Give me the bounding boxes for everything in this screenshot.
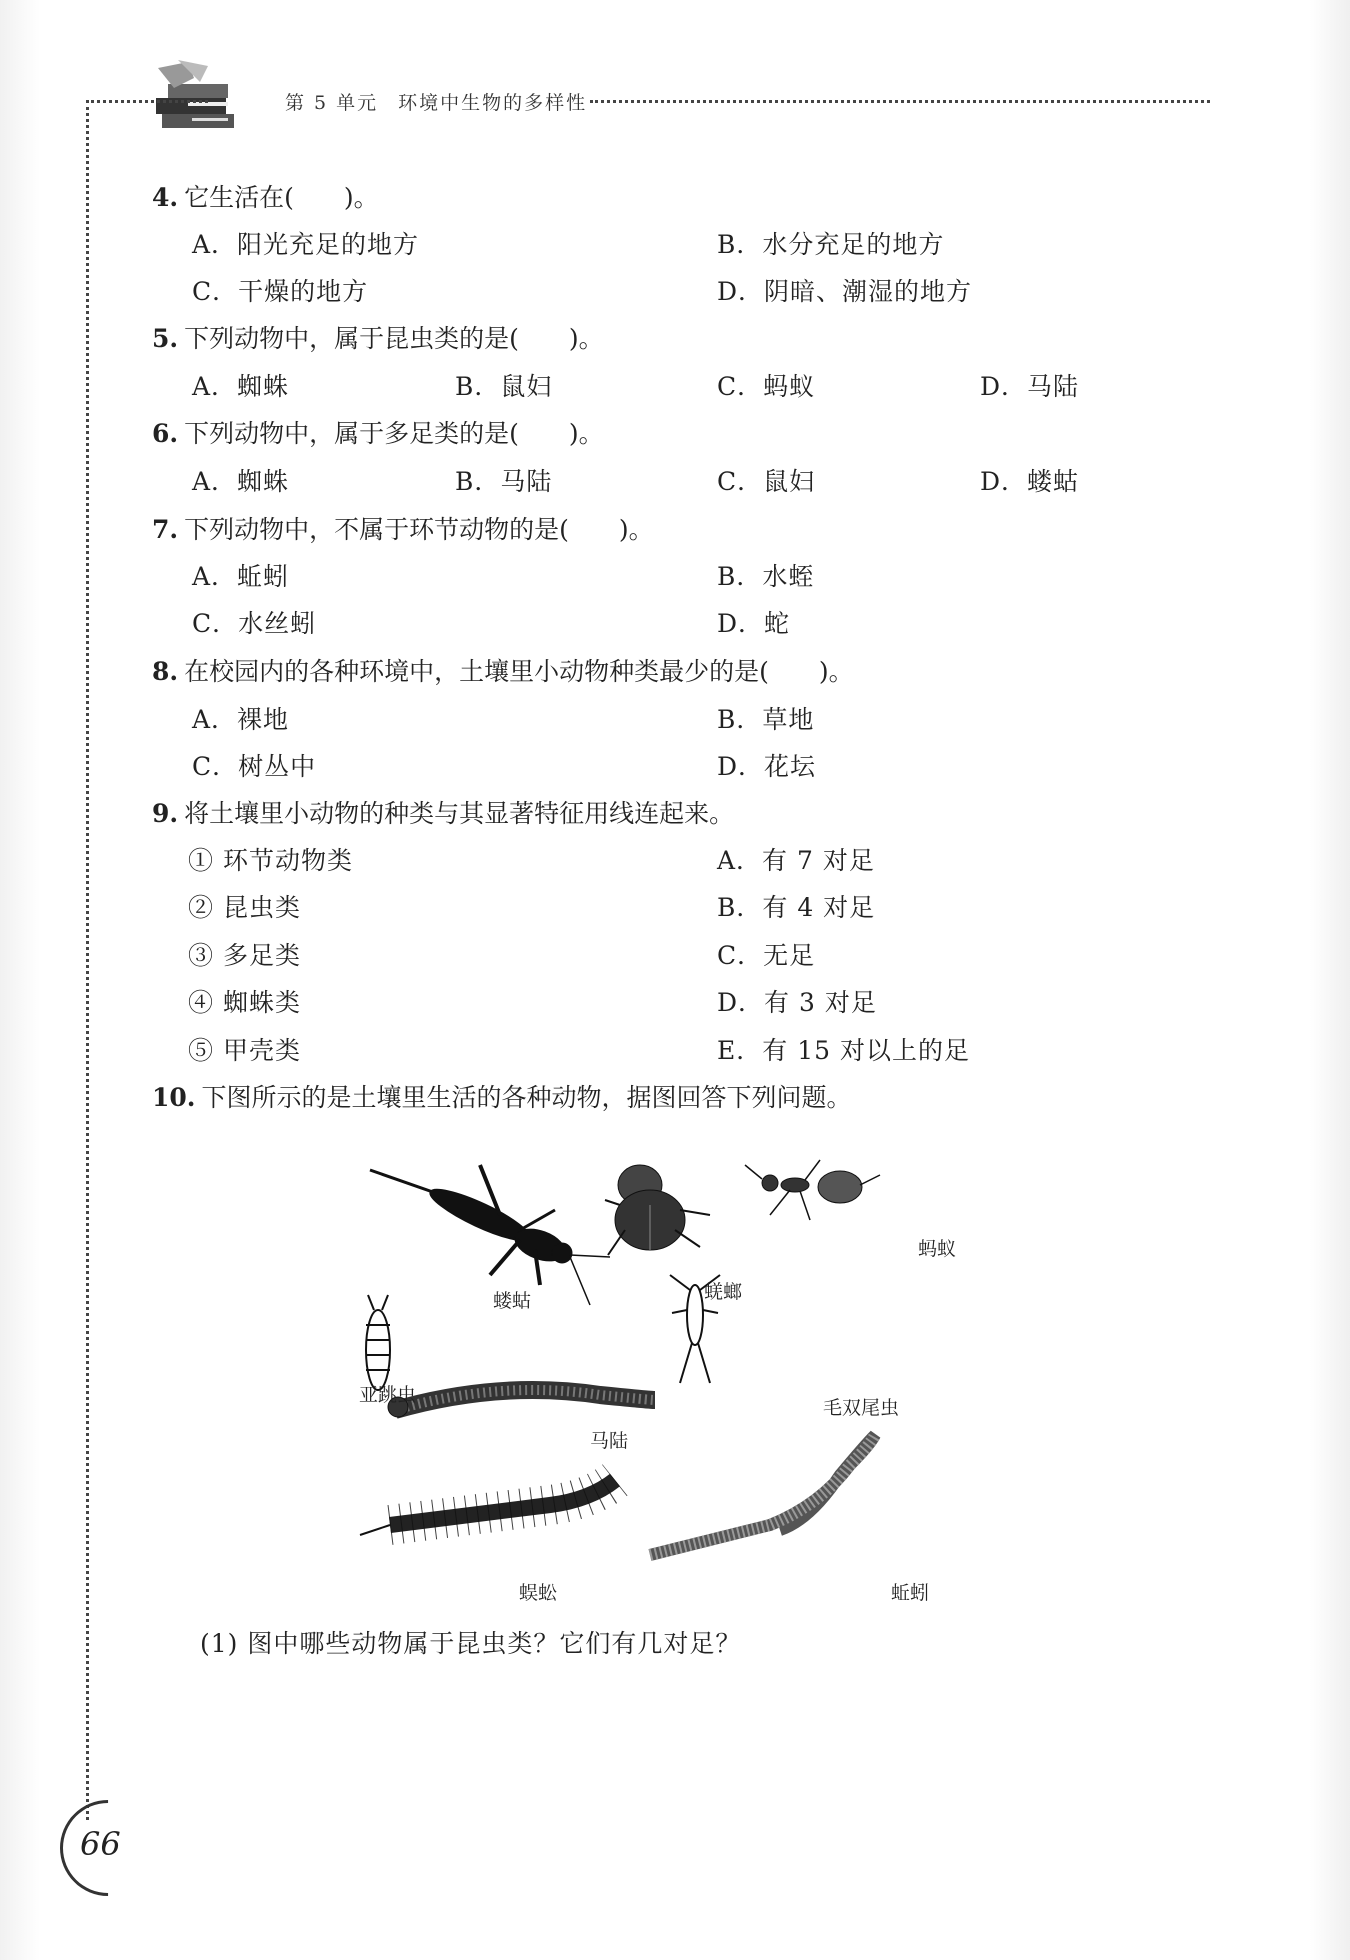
caption-bristletail: 毛双尾虫 [823, 1397, 900, 1419]
question-5-stem: 下列动物中，属于昆虫类的是( )。 [184, 324, 604, 353]
side-dotted-rule [86, 100, 89, 1820]
caption-springtail: 亚跳虫 [359, 1384, 417, 1406]
q9-right-item[interactable]: B．有 4 对足 [717, 893, 876, 922]
q9-right-item[interactable]: E．有 15 对以上的足 [717, 1036, 970, 1065]
q7-option-c[interactable]: C．水丝蚓 [192, 609, 317, 638]
q9-left-item[interactable]: ① 环节动物类 [188, 846, 353, 875]
caption-ant: 蚂蚁 [918, 1238, 957, 1260]
question-4: 4. 它生活在( )。 [152, 183, 379, 212]
q5-option-c[interactable]: C．蚂蚁 [717, 372, 816, 401]
q7-option-a[interactable]: A．蚯蚓 [192, 562, 290, 591]
q9-left-item[interactable]: ④ 蜘蛛类 [188, 988, 301, 1017]
q6-option-c[interactable]: C．鼠妇 [717, 467, 816, 496]
caption-mole-cricket: 蝼蛄 [493, 1290, 532, 1312]
millipede-illustration [388, 1390, 655, 1417]
question-7: 7. 下列动物中，不属于环节动物的是( )。 [152, 515, 654, 544]
q9-left-item[interactable]: ⑤ 甲壳类 [188, 1036, 301, 1065]
question-7-stem: 下列动物中，不属于环节动物的是( )。 [184, 515, 654, 544]
question-8: 8. 在校园内的各种环境中，土壤里小动物种类最少的是( )。 [152, 657, 854, 686]
q4-option-a[interactable]: A．阳光充足的地方 [192, 230, 420, 259]
q5-option-a[interactable]: A．蜘蛛 [192, 372, 290, 401]
page-number: 66 [80, 1825, 121, 1863]
earthworm-illustration [650, 1435, 875, 1555]
q4-option-c[interactable]: C．干燥的地方 [192, 277, 369, 306]
q4-option-d[interactable]: D．阴暗、潮湿的地方 [717, 277, 973, 306]
question-10: 10. 下图所示的是土壤里生活的各种动物，据图回答下列问题。 [152, 1083, 852, 1112]
q8-option-d[interactable]: D．花坛 [717, 752, 817, 781]
question-10-stem: 下图所示的是土壤里生活的各种动物，据图回答下列问题。 [201, 1083, 852, 1112]
question-4-stem: 它生活在( )。 [184, 183, 379, 212]
dung-beetle-illustration [605, 1165, 710, 1255]
q9-left-item[interactable]: ③ 多足类 [188, 941, 301, 970]
springtail-illustration [366, 1295, 390, 1390]
question-8-stem: 在校园内的各种环境中，土壤里小动物种类最少的是( )。 [184, 657, 854, 686]
q8-option-a[interactable]: A．裸地 [192, 705, 290, 734]
soil-animals-figure [350, 1145, 1010, 1615]
caption-dung-beetle: 蜣螂 [704, 1281, 743, 1303]
centipede-illustration [360, 1480, 615, 1535]
q9-right-item[interactable]: A．有 7 对足 [717, 846, 875, 875]
mole-cricket-illustration [370, 1165, 610, 1305]
q7-option-b[interactable]: B．水蛭 [717, 562, 815, 591]
q9-right-item[interactable]: C．无足 [717, 941, 816, 970]
question-9-stem: 将土壤里小动物的种类与其显著特征用线连起来。 [184, 799, 735, 828]
header-dotted-rule-left [86, 100, 208, 103]
q4-option-b[interactable]: B．水分充足的地方 [717, 230, 945, 259]
caption-centipede: 蜈蚣 [519, 1582, 558, 1604]
ant-illustration [745, 1160, 880, 1220]
q9-left-item[interactable]: ② 昆虫类 [188, 893, 301, 922]
caption-earthworm: 蚯蚓 [891, 1582, 930, 1604]
q5-option-d[interactable]: D．马陆 [980, 372, 1080, 401]
header-title-text: 环境中生物的多样性 [398, 92, 588, 114]
q5-option-b[interactable]: B．鼠妇 [455, 372, 553, 401]
q9-right-item[interactable]: D．有 3 对足 [717, 988, 877, 1017]
q8-option-c[interactable]: C．树丛中 [192, 752, 317, 781]
question-6: 6. 下列动物中，属于多足类的是( )。 [152, 419, 604, 448]
header-dotted-rule-right [590, 100, 1210, 103]
question-9: 9. 将土壤里小动物的种类与其显著特征用线连起来。 [152, 799, 735, 828]
q7-option-d[interactable]: D．蛇 [717, 609, 791, 638]
q6-option-a[interactable]: A．蜘蛛 [192, 467, 290, 496]
header-unit: 第 5 单元 [285, 92, 379, 114]
q6-option-d[interactable]: D．蝼蛄 [980, 467, 1080, 496]
q6-option-b[interactable]: B．马陆 [455, 467, 553, 496]
question-6-stem: 下列动物中，属于多足类的是( )。 [184, 419, 604, 448]
q8-option-b[interactable]: B．草地 [717, 705, 815, 734]
caption-millipede: 马陆 [590, 1430, 629, 1452]
running-header [285, 88, 607, 115]
question-5: 5. 下列动物中，属于昆虫类的是( )。 [152, 324, 604, 353]
q10-subquestion-1: (1) 图中哪些动物属于昆虫类？它们有几对足？ [200, 1629, 742, 1658]
